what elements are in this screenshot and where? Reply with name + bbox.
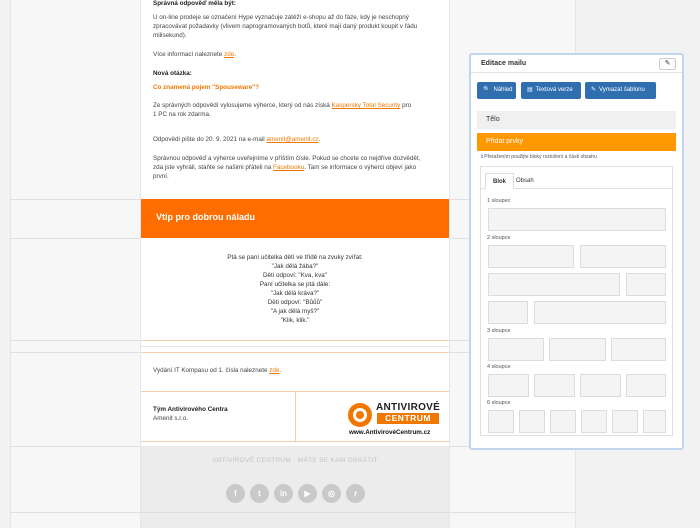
more-info-link[interactable]: zde [224, 51, 235, 58]
layout-block-2col-wide-right[interactable] [488, 301, 528, 324]
answer-heading: Správná odpověď měla být: [153, 0, 236, 7]
prize-text: Ze správných odpovědí vylosujeme výherce, který od nás získá Kaspersky Total Security pro [153, 102, 412, 109]
company-name: Amenit s.r.o. [153, 415, 188, 422]
antivirus-logo-icon [348, 403, 372, 427]
joke-banner [141, 199, 449, 238]
panel-title: Editace mailu [481, 60, 527, 67]
team-name: Tým Antivirového Centra [153, 406, 228, 413]
layout-block-2col-wide-left[interactable] [488, 273, 620, 296]
section-body[interactable]: Tělo [477, 111, 676, 129]
layout-block-4col[interactable] [534, 374, 575, 397]
prize-text-2: 1 PC na rok zdarma. [153, 111, 211, 118]
blocks-box [480, 166, 673, 436]
joke-banner-title: Vtip pro dobrou náladu [156, 212, 255, 222]
panel-header [471, 55, 682, 73]
divider [141, 352, 449, 353]
joke-line: "Jak dělá kráva?" [270, 290, 320, 297]
facebook-link[interactable]: Facebooku [273, 164, 305, 171]
eraser-icon: ✎ [591, 87, 597, 93]
prize-link[interactable]: Kaspersky Total Security [331, 102, 401, 109]
publish-text-2: zda jste vyhráli, staňte se našimi přáteli na Facebooku. Tam se informace o výherci objeví jako [153, 164, 417, 171]
search-icon: 🔍 [483, 87, 491, 93]
answer-line: zpracovávat požadavky (vlivem naprogramovaných botů, které mají daný produkt koupit v řádu [153, 23, 418, 30]
instagram-icon[interactable]: ◎ [322, 484, 341, 503]
divider [141, 512, 449, 513]
pin-icon[interactable]: ✎ [659, 58, 676, 70]
layout-block-2col-wide-right[interactable] [534, 301, 666, 324]
youtube-icon[interactable]: ▶ [298, 484, 317, 503]
layout-block-3col[interactable] [611, 338, 666, 361]
layout-block-2col[interactable] [488, 245, 574, 268]
layout-label: 4 sloupce [487, 364, 511, 370]
more-info-text: Více informací naleznete zde. [153, 51, 236, 58]
divider [141, 441, 449, 442]
tab-block[interactable]: Blok [485, 173, 514, 189]
joke-line: "A jak dělá myš?" [270, 308, 320, 315]
layout-label: 1 sloupec [487, 198, 511, 204]
layout-block-6col[interactable] [612, 410, 638, 433]
rss-icon[interactable]: ɾ [346, 484, 365, 503]
logo-text: CENTRUM [377, 413, 439, 424]
email-link[interactable]: amenit@amenit.cz [266, 136, 319, 143]
text-version-button[interactable]: ▤ Textová verze [521, 82, 581, 99]
layout-block-2col[interactable] [580, 245, 666, 268]
drag-note: ℹ Přetažením použijte bloky rozložení a části obsahu [481, 154, 597, 160]
answer-line: U on-line prodeje se označení Hype vyznačuje zátěží e-shopu až do fáze, kdy je neschopný [153, 14, 409, 21]
facebook-icon[interactable]: f [226, 484, 245, 503]
slogan: ANTIVIROVÉ CENTRUM - MÁTE SE KAM OBRÁTIT [212, 457, 378, 464]
twitter-icon[interactable]: t [250, 484, 269, 503]
joke-line: Ptá se paní učitelka dětí ve třídě na zvuky zvířat: [227, 254, 363, 261]
footer [141, 446, 449, 528]
email-preview[interactable] [140, 0, 450, 528]
new-question-heading: Nová otázka: [153, 70, 192, 77]
section-add-elements[interactable]: Přidat prvky [477, 133, 676, 151]
tab-content[interactable]: Obsah [516, 178, 534, 184]
layout-label: 6 sloupce [487, 400, 511, 406]
info-icon: ℹ [481, 154, 485, 160]
layout-label: 2 sloupce [487, 235, 511, 241]
layout-block-6col[interactable] [488, 410, 514, 433]
send-answers-text: Odpovědi pište do 20. 9. 2021 na e-mail amenit@amenit.cz. [153, 136, 321, 143]
layout-block-6col[interactable] [519, 410, 545, 433]
divider [141, 346, 449, 347]
joke-line: Paní učitelka se ptá dále: [259, 281, 331, 288]
linkedin-icon[interactable]: in [274, 484, 293, 503]
joke-line: "Jak dělá žába?" [271, 263, 319, 270]
layout-block-6col[interactable] [643, 410, 666, 433]
joke-line: Děti odpoví: "Bůůů" [267, 299, 323, 306]
clear-template-button[interactable]: ✎ Vymazat šablonu [585, 82, 656, 99]
document-icon: ▤ [527, 87, 533, 93]
layout-label: 3 sloupce [487, 328, 511, 334]
logo-url[interactable]: www.AntivirovéCentrum.cz [349, 429, 431, 436]
publish-text: Správnou odpověď a výherce uveřejníme v příštím čísle. Pokud se chcete co nejdříve dozvědět, [153, 155, 421, 162]
new-question: Co znamená pojem "Spouseware"? [153, 84, 260, 91]
layout-block-4col[interactable] [488, 374, 529, 397]
layout-block-1col[interactable] [488, 208, 666, 231]
preview-button[interactable]: 🔍 Náhled [477, 82, 516, 99]
answer-line: milisekund). [153, 32, 187, 39]
layout-block-6col[interactable] [550, 410, 576, 433]
layout-block-3col[interactable] [549, 338, 606, 361]
layout-block-4col[interactable] [580, 374, 621, 397]
joke-line: "Klik, klik." [280, 317, 310, 324]
joke-line: Děti odpoví: "Kva, kva" [263, 272, 327, 279]
publish-text-3: první. [153, 173, 169, 180]
divider [295, 391, 296, 442]
divider [141, 340, 449, 341]
layout-block-2col-wide-left[interactable] [626, 273, 666, 296]
layout-block-4col[interactable] [626, 374, 666, 397]
edit-mail-panel[interactable] [469, 53, 684, 450]
logo-text: ANTIVIROVÉ [376, 402, 441, 413]
issues-link[interactable]: zde [269, 367, 280, 374]
layout-block-3col[interactable] [488, 338, 544, 361]
issues-text: Vydání IT Kompasu od 1. čísla naleznete zde. [153, 367, 282, 374]
layout-block-6col[interactable] [581, 410, 607, 433]
